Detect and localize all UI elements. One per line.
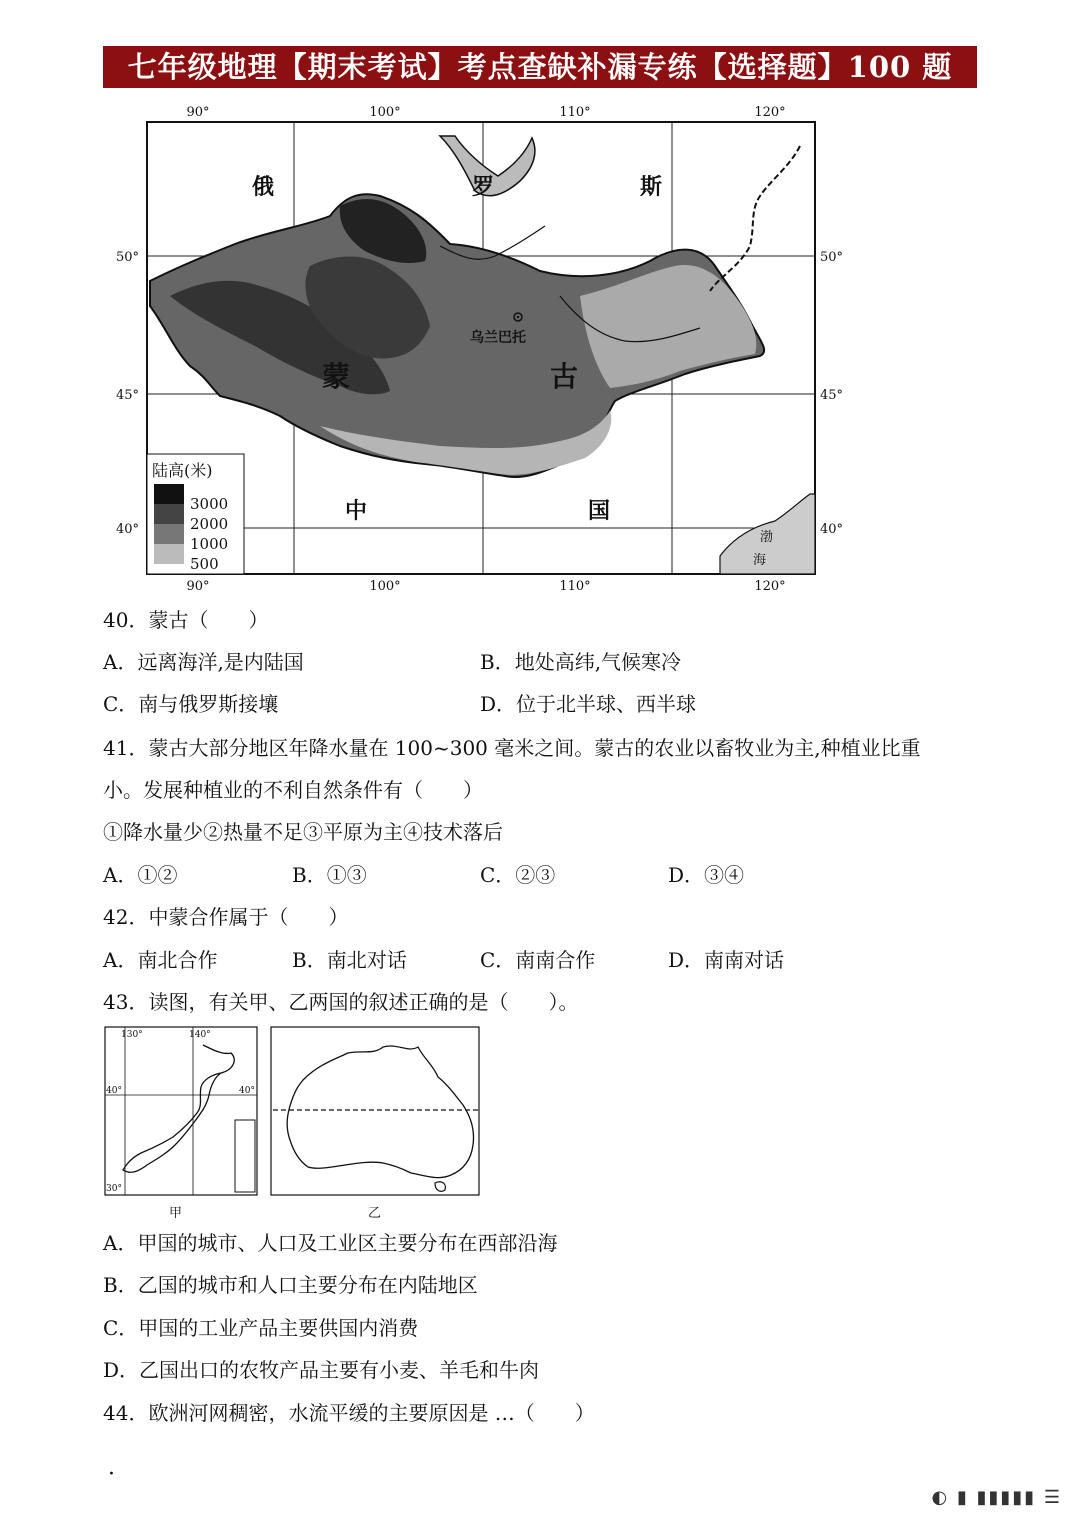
lon-label-110-top: 110° [559,105,591,120]
q43-option-a: A．甲国的城市、人口及工业区主要分布在西部沿海 [103,1231,558,1255]
legend-level-2000: 2000 [190,515,229,533]
q41-option-d: D．③④ [668,863,745,887]
jia-lat-30: 30° [106,1184,122,1194]
q41-stem-line2: 小。发展种植业的不利自然条件有（ ） [103,778,483,802]
jia-lon-140: 140° [189,1030,211,1040]
footer-dot: · [108,1462,115,1487]
lon-label-90-top: 90° [186,105,210,120]
lat-label-50-right: 50° [820,250,844,265]
mongolia-elevation-map [110,96,850,596]
jia-lat-40-left: 40° [106,1086,122,1096]
q40-option-b: B．地处高纬,气候寒冷 [480,650,682,674]
q41-option-c: C．②③ [480,863,556,887]
lon-label-100-top: 100° [369,105,401,120]
label-china-1: 中 [345,498,368,524]
label-ulaanbaatar: 乌兰巴托 [470,330,526,346]
label-russia-2: 罗 [472,174,495,200]
q40-stem: 40．蒙古（ ） [103,608,269,632]
q41-stem-line1: 41．蒙古大部分地区年降水量在 100~300 毫米之间。蒙古的农业以畜牧业为主,种植业比重 [103,736,921,760]
lat-label-40-left: 40° [116,522,140,537]
jia-japan-map [105,1027,257,1195]
label-bohai-1: 渤 [760,530,774,545]
yi-australia-map [271,1027,479,1195]
legend-level-1000: 1000 [190,535,229,553]
q42-option-c: C．南南合作 [480,948,596,972]
q41-stem-line3: ①降水量少②热量不足③平原为主④技术落后 [103,820,503,844]
page-banner-title: 七年级地理【期末考试】考点查缺补漏专练【选择题】100 题 [103,46,977,88]
q41-option-a: A．①② [103,863,178,887]
q43-figure [103,1025,483,1225]
q42-stem: 42．中蒙合作属于（ ） [103,905,349,929]
elevation-legend [147,454,244,574]
lat-label-40-right: 40° [820,522,844,537]
q40-option-d: D．位于北半球、西半球 [480,692,697,716]
lon-label-120-bottom: 120° [754,579,786,594]
q40-option-c: C．南与俄罗斯接壤 [103,692,279,716]
jia-lon-130: 130° [121,1030,143,1040]
q43-option-d: D．乙国出口的农牧产品主要有小麦、羊毛和牛肉 [103,1358,540,1382]
lat-label-50-left: 50° [116,250,140,265]
q42-option-a: A．南北合作 [103,948,218,972]
q41-option-b: B．①③ [292,863,367,887]
q43-option-b: B．乙国的城市和人口主要分布在内陆地区 [103,1273,478,1297]
q43-option-c: C．甲国的工业产品主要供国内消费 [103,1316,419,1340]
legend-title: 陆高(米) [152,461,213,480]
label-yi: 乙 [368,1206,382,1221]
label-mongolia-1: 蒙 [322,360,351,393]
legend-level-500: 500 [190,555,219,573]
label-russia-1: 俄 [252,174,275,200]
legend-level-3000: 3000 [190,495,229,513]
viewer-toolbar-icons[interactable]: ◐ ▮ ▮▮▮▮▮ ☰ [931,1487,1062,1508]
label-jia: 甲 [169,1206,183,1221]
label-russia-3: 斯 [640,174,663,200]
lon-label-90-bottom: 90° [186,579,210,594]
q44-stem: 44．欧洲河网稠密，水流平缓的主要原因是 …（ ） [103,1401,595,1425]
lon-label-100-bottom: 100° [369,579,401,594]
q43-stem: 43．读图，有关甲、乙两国的叙述正确的是（ ）。 [103,990,579,1014]
jia-lat-40-right: 40° [239,1086,255,1096]
label-mongolia-2: 古 [550,360,579,393]
lon-label-110-bottom: 110° [559,579,591,594]
q40-option-a: A．远离海洋,是内陆国 [103,650,304,674]
lat-label-45-right: 45° [820,388,844,403]
lat-label-45-left: 45° [116,388,140,403]
label-bohai-2: 海 [753,553,767,568]
q42-option-d: D．南南对话 [668,948,785,972]
lon-label-120-top: 120° [754,105,786,120]
q42-option-b: B．南北对话 [292,948,407,972]
label-china-2: 国 [588,498,611,524]
